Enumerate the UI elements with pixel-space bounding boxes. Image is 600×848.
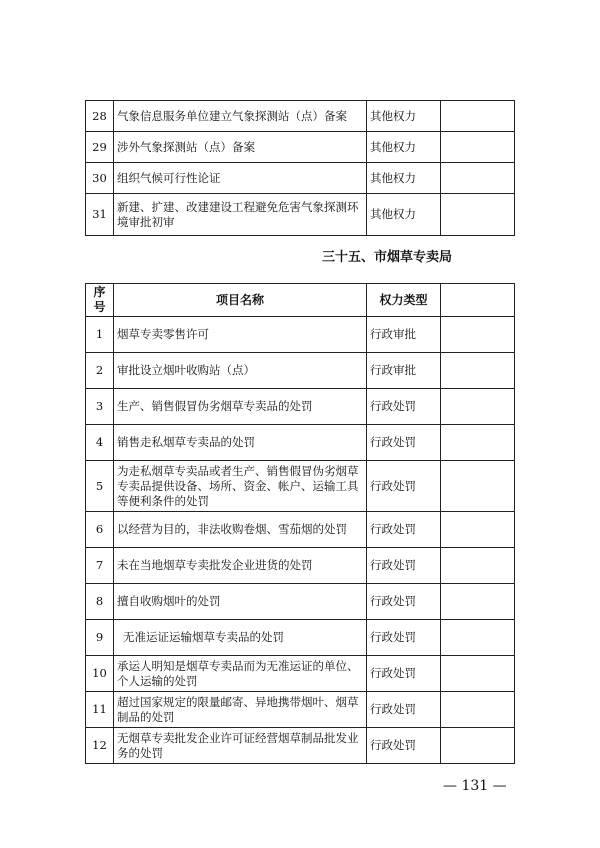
table-row — [86, 317, 515, 353]
header-power-type: 权力类型 — [367, 284, 441, 317]
power-type: 行政处罚 — [367, 728, 441, 764]
item-name: 组织气候可行性论证 — [114, 163, 367, 194]
power-type: 其他权力 — [367, 101, 441, 132]
extra-cell — [441, 425, 515, 461]
row-number: 11 — [86, 692, 114, 728]
power-type: 行政处罚 — [367, 425, 441, 461]
item-name: 审批设立烟叶收购站（点） — [114, 353, 367, 389]
row-number: 7 — [86, 548, 114, 584]
section-title: 三十五、市烟草专卖局 — [322, 250, 453, 265]
row-number: 1 — [86, 317, 114, 353]
table-header-row — [86, 284, 515, 317]
page-number: — 131 — — [443, 778, 507, 794]
row-number: 30 — [86, 163, 114, 194]
item-name: 未在当地烟草专卖批发企业进货的处罚 — [114, 548, 367, 584]
item-name: 烟草专卖零售许可 — [114, 317, 367, 353]
table-row — [86, 353, 515, 389]
extra-cell — [441, 692, 515, 728]
extra-cell — [441, 389, 515, 425]
item-name: 销售走私烟草专卖品的处罚 — [114, 425, 367, 461]
table-row — [86, 728, 515, 764]
extra-cell — [441, 548, 515, 584]
table-row — [86, 461, 515, 512]
header-number: 序号 — [86, 284, 114, 317]
extra-cell — [441, 317, 515, 353]
table-row — [86, 425, 515, 461]
header-extra — [441, 284, 515, 317]
item-name: 生产、销售假冒伪劣烟草专卖品的处罚 — [114, 389, 367, 425]
extra-cell — [441, 461, 515, 512]
power-type: 行政处罚 — [367, 389, 441, 425]
extra-cell — [441, 620, 515, 656]
power-type: 其他权力 — [367, 194, 441, 236]
power-type: 行政处罚 — [367, 461, 441, 512]
item-name: 为走私烟草专卖品或者生产、销售假冒伪劣烟草专卖品提供设备、场所、资金、帐户、运输工具等便利条件的处罚 — [114, 461, 367, 512]
item-name: 气象信息服务单位建立气象探测站（点）备案 — [114, 101, 367, 132]
table-row — [86, 656, 515, 692]
table-row — [86, 692, 515, 728]
row-number: 2 — [86, 353, 114, 389]
power-type: 行政处罚 — [367, 512, 441, 548]
header-item-name: 项目名称 — [114, 284, 367, 317]
row-number: 10 — [86, 656, 114, 692]
item-name: 承运人明知是烟草专卖品而为无准运证的单位、个人运输的处罚 — [114, 656, 367, 692]
main-table — [85, 283, 515, 764]
power-type: 行政处罚 — [367, 692, 441, 728]
item-name: 擅自收购烟叶的处罚 — [114, 584, 367, 620]
power-type: 行政处罚 — [367, 620, 441, 656]
row-number: 3 — [86, 389, 114, 425]
extra-cell — [441, 163, 515, 194]
power-type: 行政处罚 — [367, 584, 441, 620]
table-row — [86, 194, 515, 236]
item-name: 无准运证运输烟草专卖品的处罚 — [114, 620, 367, 656]
table-row — [86, 163, 515, 194]
table-row — [86, 389, 515, 425]
row-number: 12 — [86, 728, 114, 764]
extra-cell — [441, 584, 515, 620]
table-row — [86, 548, 515, 584]
extra-cell — [441, 132, 515, 163]
table-row — [86, 101, 515, 132]
power-type: 行政审批 — [367, 317, 441, 353]
row-number: 29 — [86, 132, 114, 163]
row-number: 8 — [86, 584, 114, 620]
row-number: 4 — [86, 425, 114, 461]
table-row — [86, 512, 515, 548]
power-type: 其他权力 — [367, 163, 441, 194]
item-name: 涉外气象探测站（点）备案 — [114, 132, 367, 163]
row-number: 31 — [86, 194, 114, 236]
extra-cell — [441, 353, 515, 389]
extra-cell — [441, 512, 515, 548]
table-row — [86, 132, 515, 163]
item-name: 无烟草专卖批发企业许可证经营烟草制品批发业务的处罚 — [114, 728, 367, 764]
item-name: 新建、扩建、改建建设工程避免危害气象探测环境审批初审 — [114, 194, 367, 236]
extra-cell — [441, 101, 515, 132]
item-name: 以经营为目的，非法收购卷烟、雪茄烟的处罚 — [114, 512, 367, 548]
extra-cell — [441, 194, 515, 236]
row-number: 9 — [86, 620, 114, 656]
power-type: 其他权力 — [367, 132, 441, 163]
row-number: 6 — [86, 512, 114, 548]
power-type: 行政处罚 — [367, 656, 441, 692]
power-type: 行政审批 — [367, 353, 441, 389]
power-type: 行政处罚 — [367, 548, 441, 584]
extra-cell — [441, 656, 515, 692]
row-number: 28 — [86, 101, 114, 132]
table-row — [86, 620, 515, 656]
row-number: 5 — [86, 461, 114, 512]
top-table — [85, 100, 515, 236]
item-name: 超过国家规定的限量邮寄、异地携带烟叶、烟草制品的处罚 — [114, 692, 367, 728]
extra-cell — [441, 728, 515, 764]
table-row — [86, 584, 515, 620]
